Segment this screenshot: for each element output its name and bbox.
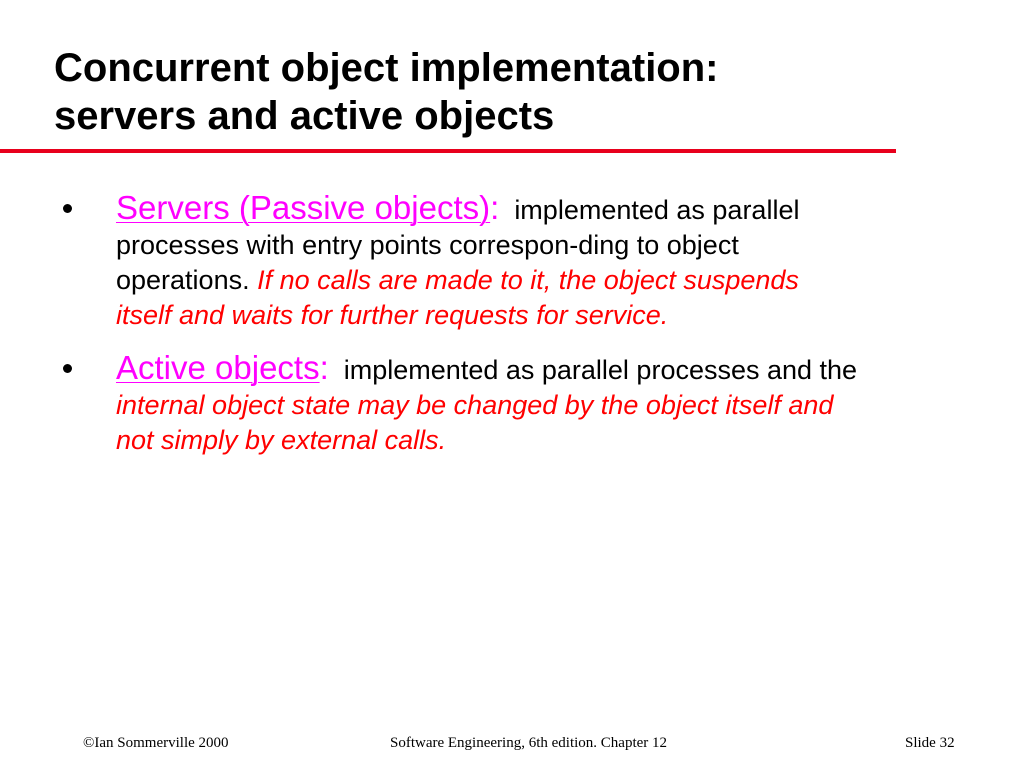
slide-title [54, 44, 914, 140]
footer-slide-number: Slide 32 [905, 735, 955, 751]
slide-title-line-2: servers and active objects [54, 94, 555, 138]
footer-book-title: Software Engineering, 6th edition. Chapter 12 [390, 735, 668, 751]
bullet-term-colon: : [490, 189, 500, 226]
bullet-term-colon: : [319, 349, 329, 386]
bullet-item-servers [60, 190, 860, 333]
footer-copyright: ©Ian Sommerville 2000 [83, 735, 229, 751]
slide-title-line-1: Concurrent object implementation: [54, 46, 719, 90]
bullet-term: Active objects [116, 349, 320, 386]
bullet-emphasis-text: If no calls are made to it, the object suspends itself and waits for further requests for service. [116, 265, 799, 330]
title-underline-rule [0, 149, 896, 153]
bullet-emphasis-text: internal object state may be changed by the object itself and not simply by external calls. [116, 390, 834, 455]
bullet-list [60, 190, 860, 475]
bullet-plain-text: implemented as parallel processes with entry points correspon-ding to object operations. [116, 195, 800, 295]
slide-footer [0, 735, 1024, 759]
bullet-plain-text: implemented as parallel processes and the [343, 355, 858, 385]
bullet-dot-icon [63, 204, 72, 213]
bullet-dot-icon [63, 364, 72, 373]
bullet-item-active-objects [60, 350, 860, 458]
bullet-term: Servers (Passive objects) [116, 189, 491, 226]
